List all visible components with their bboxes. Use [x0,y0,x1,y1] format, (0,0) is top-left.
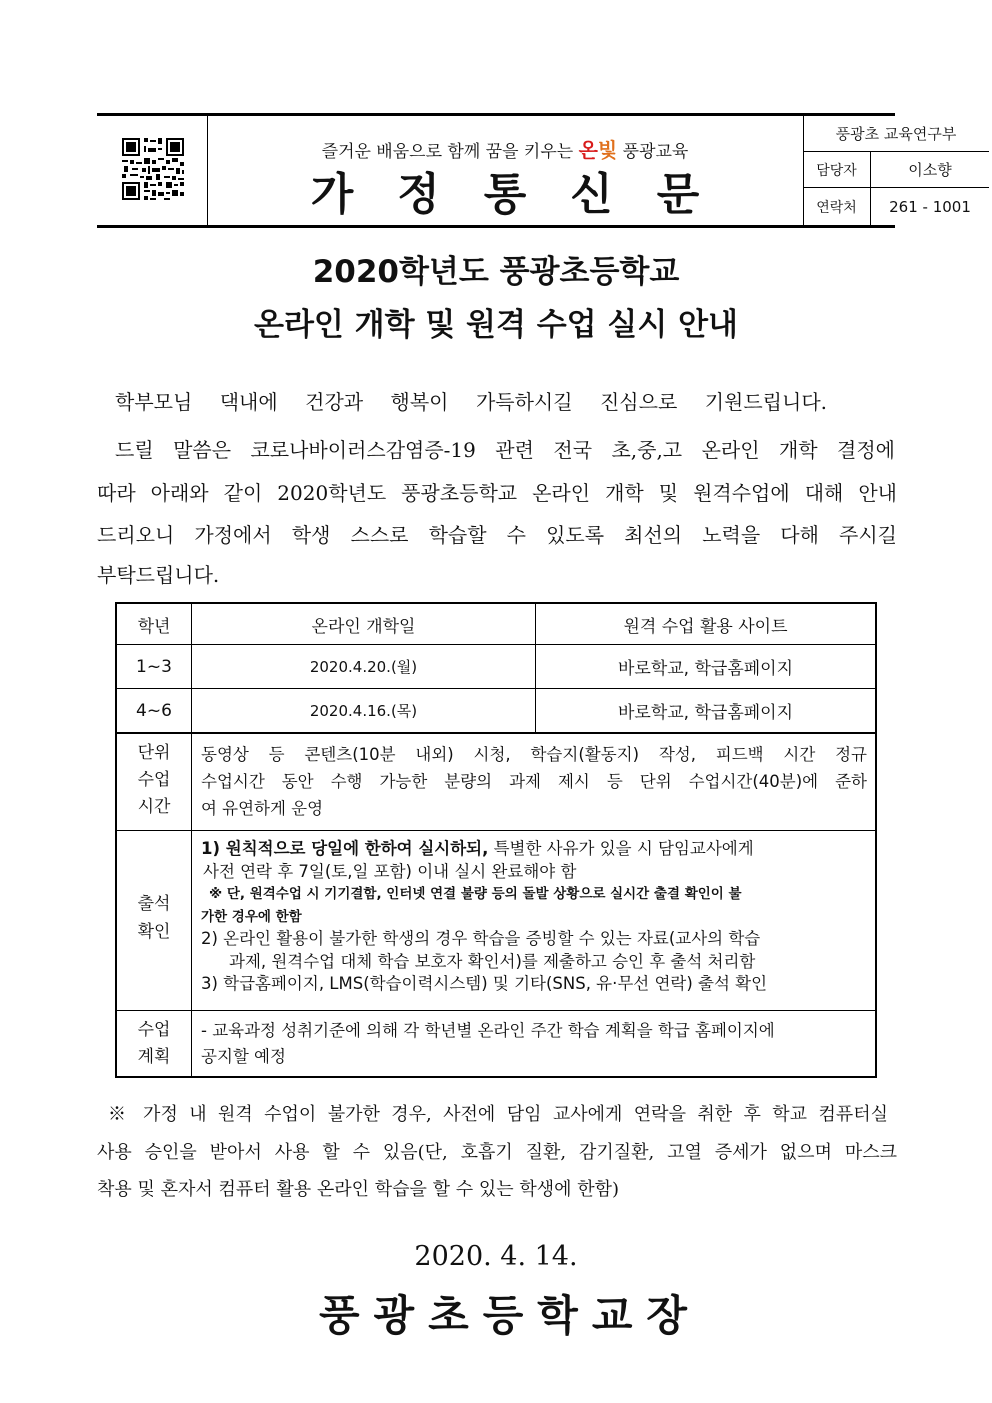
manager-name: 이소향 [871,152,989,188]
attendance-item-1-bold: 1) 원칙적으로 당일에 한하여 실시하되, [201,839,489,858]
body-line-3: 드리오니 가정에서 학생 스스로 학습할 수 있도록 최선의 노력을 다해 주시길 [97,523,897,547]
attendance-note-line2: 가한 경우에 한함 [201,908,302,925]
footnote-line-2: 사용 승인을 받아서 사용 할 수 있음(단, 호흡기 질환, 감기질환, 고열 증세가 없으며 마스크 [97,1142,897,1163]
row1-site: 바로학교, 학급홈페이지 [617,659,794,679]
attendance-item-1 [201,838,867,861]
slogan-brand-on: 온 [578,138,598,162]
attendance-item-1-rest: 특별한 사유가 있을 시 담임교사에게 [488,839,754,858]
row2-grade: 4~6 [136,700,172,721]
unit-time-label-2: 수업 [137,770,171,790]
manager-label: 담당자 [803,152,871,188]
row2-site: 바로학교, 학급홈페이지 [617,703,794,723]
page-title-line2: 온라인 개학 및 원격 수업 실시 안내 [254,307,738,343]
slogan-brand-bit: 빛 [597,138,618,162]
principal-signature: 풍광초등학교장 [318,1291,701,1340]
attendance-label-2: 확인 [137,922,171,942]
body-line-4: 부탁드립니다. [97,563,220,587]
attendance-content [201,838,867,996]
footnote-line-1: ※ 가정 내 원격 수업이 불가한 경우, 사전에 담임 교사에게 연락을 취한 후 학교 컴퓨터실 [108,1104,888,1125]
attendance-item-3: 3) 학급홈페이지, LMS(학습이력시스템) 및 기타(SNS, 유·무선 연락) 출석 확인 [201,974,768,993]
schedule-table [115,602,877,1078]
plan-line-2: 공지할 예정 [201,1047,286,1066]
header-grade: 학년 [137,616,171,637]
unit-time-line-3: 여 유연하게 운영 [201,799,324,818]
greeting: 학부모님 댁내에 건강과 행복이 가득하시길 진심으로 기원드립니다. [115,390,827,414]
slogan-suffix: 풍광교육 [622,142,689,162]
row2-date: 2020.4.16.(목) [309,702,418,720]
newsletter-header [97,113,971,228]
unit-time-label-3: 시간 [137,797,171,817]
row1-date: 2020.4.20.(월) [309,658,418,676]
attendance-item-1-line2: 사전 연락 후 7일(토,일 포함) 이내 실시 완료해야 함 [203,861,577,881]
newsletter-title: 가정통신문 [310,169,744,220]
unit-time-label [117,740,191,821]
issue-date: 2020. 4. 14. [414,1241,578,1272]
attendance-item-2-line2: 과제, 원격수업 대체 학습 보호자 확인서)를 제출하고 승인 후 출석 처리함 [229,951,756,971]
plan-label [117,1017,191,1071]
contact-label: 연락처 [803,188,871,225]
unit-time-label-1: 단위 [137,743,171,763]
contact-info-table [803,116,989,225]
attendance-note-line1: ※ 단, 원격수업 시 기기결함, 인터넷 연결 불량 등의 돌발 상황으로 실시간 출결 확인이 불 [209,886,742,902]
attendance-item-2-line1: 2) 온라인 활용이 불가한 학생의 경우 학습을 증빙할 수 있는 자료(교사의 학습 [201,929,761,948]
plan-content [201,1018,867,1070]
attendance-label-1: 출석 [137,894,171,914]
qr-cell [97,116,208,225]
attendance-label [117,890,191,946]
unit-time-line-1: 동영상 등 콘텐츠(10분 내외) 시청, 학습지(활동지) 작성, 피드백 시간 정규 [201,745,867,764]
unit-time-line-2: 수업시간 동안 수행 가능한 분량의 과제 제시 등 단위 수업시간(40분)에 준하 [201,772,867,791]
body-line-1: 드릴 말씀은 코로나바이러스감염증-19 관련 전국 초,중,고 온라인 개학 결정에 [115,438,895,462]
header-site: 원격 수업 활용 사이트 [623,616,788,637]
slogan-prefix: 즐거운 배움으로 함께 꿈을 키우는 [321,142,574,162]
plan-line-1: - 교육과정 성취기준에 의해 각 학년별 온라인 주간 학습 계획을 학급 홈페이지에 [201,1021,775,1040]
row1-grade: 1~3 [136,656,172,677]
unit-time-content [201,741,867,822]
plan-label-2: 계획 [137,1047,171,1067]
department: 풍광초 교육연구부 [803,116,989,152]
body-line-2: 따라 아래와 같이 2020학년도 풍광초등학교 온라인 개학 및 원격수업에 대해 안내 [97,481,897,505]
title-cell [207,116,804,225]
page-title-line1: 2020학년도 풍광초등학교 [312,254,680,290]
plan-label-1: 수업 [137,1020,171,1040]
contact-number: 261 - 1001 [889,197,971,216]
qr-code-icon [120,136,186,202]
footnote-line-3: 착용 및 혼자서 컴퓨터 활용 온라인 학습을 할 수 있는 학생에 한함) [97,1179,620,1200]
header-open-date: 온라인 개학일 [311,616,416,637]
